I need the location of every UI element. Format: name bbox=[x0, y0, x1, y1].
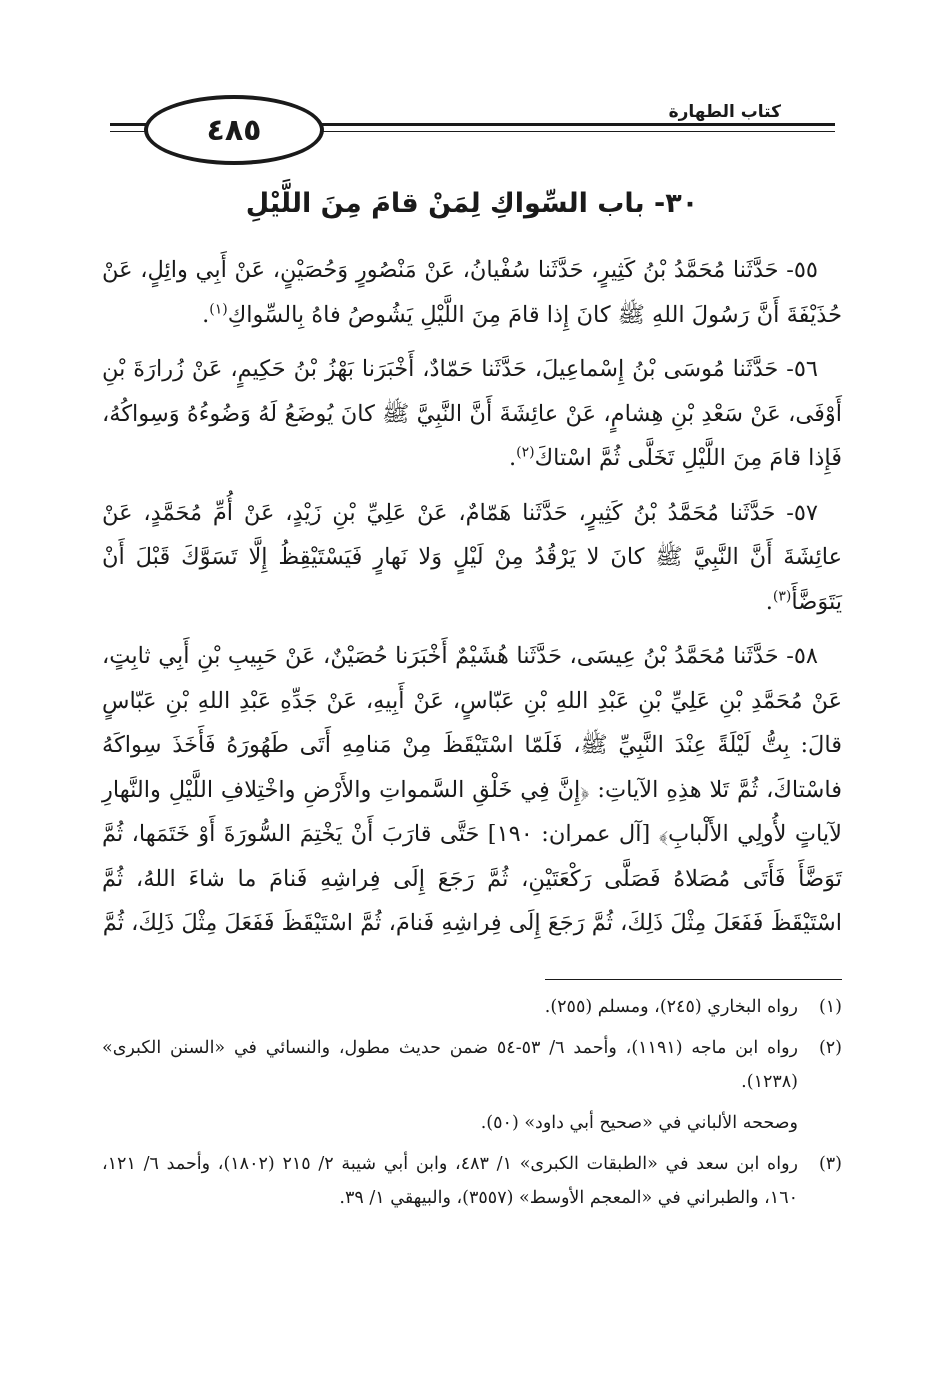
footnote bbox=[102, 990, 842, 1024]
footnote-reference: (٢) bbox=[516, 444, 535, 461]
hadith-body bbox=[102, 248, 842, 956]
footnote bbox=[102, 1147, 842, 1215]
page-number: ٤٨٥ bbox=[144, 95, 324, 165]
hadith-end: . bbox=[765, 588, 773, 615]
footnote bbox=[102, 1031, 842, 1099]
hadith-text: ٥٨- حَدَّثَنا مُحَمَّدُ بْنُ عِيسَى، حَدَّثَنا هُشَيْمٌ أَخْبَرَنا حُصَيْنٌ، عَنْ حَبِيبِ بْنِ أَبِي ثابِتٍ، عَنْ مُحَمَّدِ بْنِ عَلِيِّ بْنِ عَبْدِ اللهِ بْنِ عَبّاسٍ، عَنْ أَبِيهِ، عَنْ جَدِّهِ عَبْدِ اللهِ بْنِ عَبّاسٍ قالَ: بِتُّ لَيْلَةً عِنْدَ النَّبِيِّ ﷺ، فَلَمّا اسْتَيْقَظَ مِنْ مَنامِهِ أَتَى طَهُورَهُ فَأَخَذَ سِواكَهُ فاسْتاكَ، ثُمَّ تَلا هذِهِ الآياتِ: ﴿إِنَّ فِي خَلْقِ السَّمواتِ والأَرْضِ واخْتِلافِ اللَّيْلِ والنَّهارِ لآياتٍ لأُولِي الأَلْبابِ﴾ [آل عمران: ١٩٠] حَتَّى قارَبَ أَنْ يَخْتِمَ السُّورَةَ أَوْ خَتَمَها، ثُمَّ تَوَضَّأَ فَأَتَى مُصَلاهُ فَصَلَّى رَكْعَتَيْنِ، ثُمَّ رَجَعَ إِلَى فِراشِهِ فَنامَ ما شاءَ اللهُ، ثُمَّ اسْتَيْقَظَ فَفَعَلَ مِثْلَ ذَلِكَ، ثُمَّ رَجَعَ إِلَى فِراشِهِ فَنامَ، ثُمَّ اسْتَيْقَظَ فَفَعَلَ مِثْلَ ذَلِكَ، ثُمَّ bbox=[102, 643, 842, 936]
footnote-text: رواه ابن ماجه (١١٩١)، وأحمد ٦/ ٥٣-٥٤ ضمن حديث مطول، والنسائي في «السنن الكبرى» (١٢٣٨). bbox=[102, 1038, 798, 1092]
header-rule-right-top bbox=[300, 123, 835, 126]
hadith-paragraph bbox=[102, 491, 842, 625]
hadith-paragraph bbox=[102, 248, 842, 337]
footnote-number: (٢) bbox=[818, 1038, 842, 1058]
hadith-paragraph bbox=[102, 634, 842, 946]
footnote-reference: (١) bbox=[209, 301, 228, 317]
footnote-reference: (٣) bbox=[772, 588, 792, 604]
footnote-text: رواه البخاري (٢٤٥)، ومسلم (٢٥٥). bbox=[544, 997, 798, 1017]
page-header bbox=[110, 95, 835, 170]
hadith-paragraph bbox=[102, 347, 842, 481]
hadith-text: ٥٥- حَدَّثَنا مُحَمَّدُ بْنُ كَثِيرٍ، حَدَّثَنا سُفْيانُ، عَنْ مَنْصُورٍ وَحُصَيْنٍ، عَنْ أَبِي وائِلٍ، عَنْ حُذَيْفَةَ أَنَّ رَسُولَ اللهِ ﷺ كانَ إِذا قامَ مِنَ اللَّيْلِ يَشُوصُ فاهُ بِالسِّواكِ bbox=[102, 257, 842, 328]
hadith-text: ٥٦- حَدَّثَنا مُوسَى بْنُ إِسْماعِيلَ، حَدَّثَنا حَمّادٌ، أَخْبَرَنا بَهْزُ بْنُ حَكِيمٍ، عَنْ زُرارَةَ بْنِ أَوْفَى، عَنْ سَعْدِ بْنِ هِشامٍ، عَنْ عائِشَةَ أَنَّ النَّبِيَّ ﷺ كانَ يُوضَعُ لَهُ وَضُوءُهُ وَسِواكُهُ، فَإِذا قامَ مِنَ اللَّيْلِ تَخَلَّى ثُمَّ اسْتاكَ bbox=[102, 356, 842, 471]
footnote-number: (٣) bbox=[818, 1154, 842, 1174]
chapter-title: ٣٠- باب السِّواكِ لِمَنْ قامَ مِنَ اللَّيْلِ bbox=[245, 188, 699, 219]
header-rule-right-bottom bbox=[300, 131, 835, 132]
footnote-number: (١) bbox=[818, 997, 842, 1017]
footnote-separator bbox=[545, 979, 842, 980]
footnote-text: رواه ابن سعد في «الطبقات الكبرى» ١/ ٤٨٣، وابن أبي شيبة ٢/ ٢١٥ (١٨٠٢)، وأحمد ٦/ ١٢١، ١٦٠، والطبراني في «المعجم الأوسط» (٣٥٥٧)، والبيهقي ١/ ٣٩. bbox=[102, 1154, 798, 1208]
footnote-continuation: وصححه الألباني في «صحيح أبي داود» (٥٠). bbox=[480, 1113, 798, 1133]
hadith-text: ٥٧- حَدَّثَنا مُحَمَّدُ بْنُ كَثِيرٍ، حَدَّثَنا هَمّامٌ، عَنْ عَلِيِّ بْنِ زَيْدٍ، عَنْ أُمِّ مُحَمَّدٍ، عَنْ عائِشَةَ أَنَّ النَّبِيَّ ﷺ كانَ لا يَرْقُدُ مِنْ لَيْلٍ وَلا نَهارٍ فَيَسْتَيْقِظُ إِلَّا تَسَوَّكَ قَبْلَ أَنْ يَتَوَضَّأَ bbox=[102, 499, 842, 615]
hadith-end: . bbox=[202, 301, 210, 328]
book-title: كتاب الطهارة bbox=[663, 102, 787, 122]
hadith-end: . bbox=[508, 445, 517, 471]
footnotes bbox=[102, 990, 842, 1222]
